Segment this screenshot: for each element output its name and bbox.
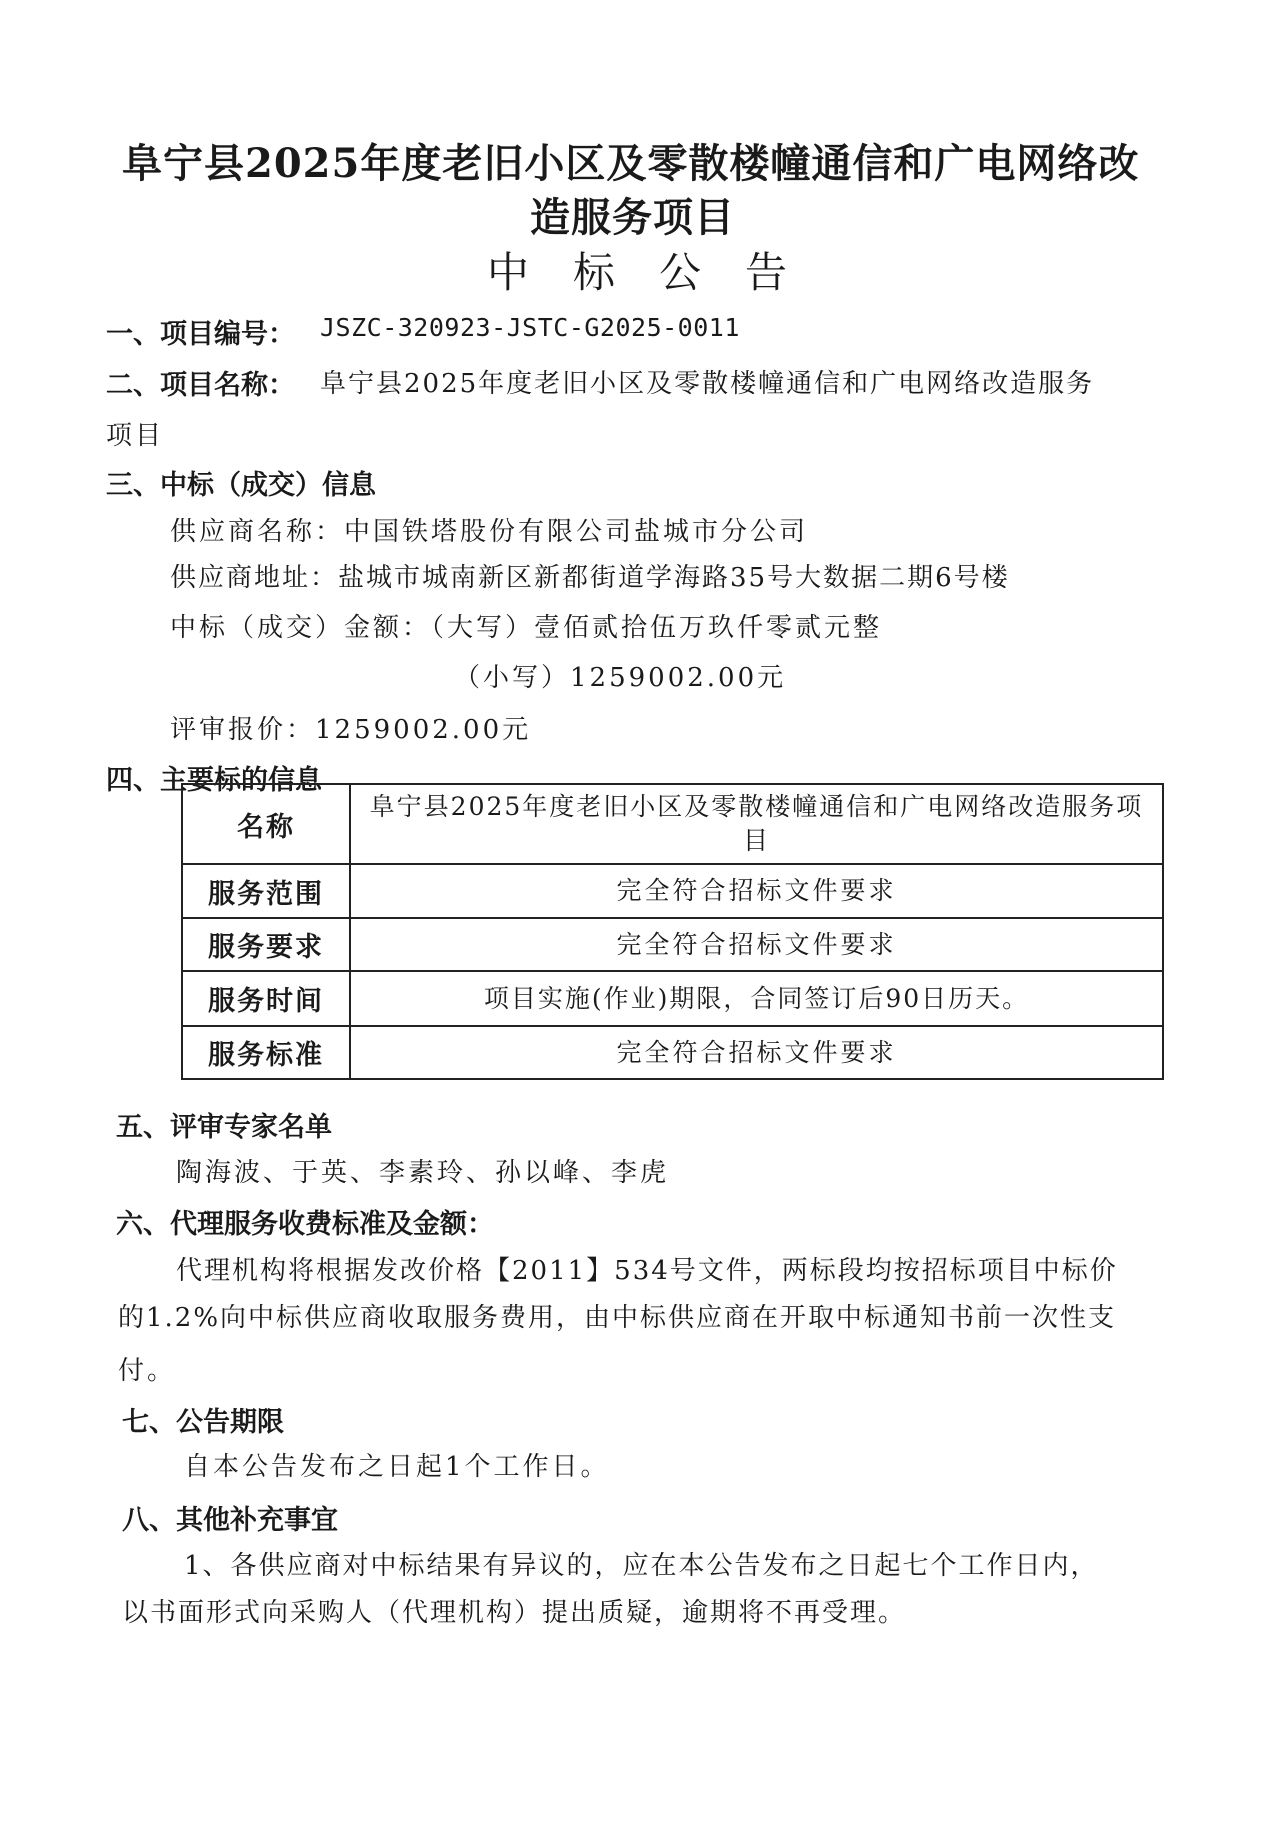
notice-title: 中标公告 xyxy=(487,248,832,297)
table-value-service-standard: 完全符合招标文件要求 xyxy=(350,1026,1163,1079)
review-price: 评审报价：1259002.00元 xyxy=(170,715,532,745)
table-label-name: 名称 xyxy=(182,784,350,864)
agency-fee-line1: 代理机构将根据发改价格【2011】534号文件，两标段均按招标项目中标价 xyxy=(176,1256,1118,1286)
table-value-name: 阜宁县2025年度老旧小区及零散楼幢通信和广电网络改造服务项目 xyxy=(350,784,1163,864)
notice-period-heading: 七、公告期限 xyxy=(122,1407,284,1438)
other-matters-line2: 以书面形式向采购人（代理机构）提出质疑，逾期将不再受理。 xyxy=(122,1598,907,1628)
supplier-address: 供应商地址：盐城市城南新区新都街道学海路35号大数据二期6号楼 xyxy=(170,563,1010,593)
award-info-heading: 三、中标（成交）信息 xyxy=(106,470,376,501)
notice-period-value: 自本公告发布之日起1个工作日。 xyxy=(184,1452,610,1482)
other-matters-heading: 八、其他补充事宜 xyxy=(122,1505,338,1536)
expert-list-value: 陶海波、于英、李素玲、孙以峰、李虎 xyxy=(176,1158,670,1188)
project-name-value-line2: 项目 xyxy=(106,421,165,451)
table-value-service-time: 项目实施(作业)期限，合同签订后90日历天。 xyxy=(350,971,1163,1026)
table-label-service-requirement: 服务要求 xyxy=(182,918,350,971)
subject-info-table xyxy=(181,783,1164,1080)
table-row xyxy=(182,971,1163,1026)
expert-list-heading: 五、评审专家名单 xyxy=(116,1112,332,1143)
table-row xyxy=(182,784,1163,864)
table-value-service-scope: 完全符合招标文件要求 xyxy=(350,864,1163,918)
agency-fee-line2: 的1.2%向中标供应商收取服务费用，由中标供应商在开取中标通知书前一次性支 xyxy=(118,1303,1117,1333)
agency-fee-heading: 六、代理服务收费标准及金额： xyxy=(116,1209,494,1240)
other-matters-line1: 1、各供应商对中标结果有异议的，应在本公告发布之日起七个工作日内， xyxy=(184,1551,1099,1581)
main-subject-heading: 四、主要标的信息 xyxy=(106,765,322,796)
table-value-service-requirement: 完全符合招标文件要求 xyxy=(350,918,1163,971)
document-title-line2: 造服务项目 xyxy=(530,194,735,241)
table-label-service-time: 服务时间 xyxy=(182,971,350,1026)
project-name-heading: 二、项目名称： xyxy=(106,370,295,401)
document-title-line1: 阜宁县2025年度老旧小区及零散楼幢通信和广电网络改 xyxy=(122,140,1140,187)
table-row xyxy=(182,918,1163,971)
table-label-service-scope: 服务范围 xyxy=(182,864,350,918)
agency-fee-line3: 付。 xyxy=(118,1356,177,1386)
project-number-heading: 一、项目编号： xyxy=(106,319,295,350)
award-amount-lower: （小写）1259002.00元 xyxy=(454,663,787,693)
award-amount-upper: 中标（成交）金额：（大写）壹佰贰拾伍万玖仟零贰元整 xyxy=(170,613,883,643)
supplier-name: 供应商名称：中国铁塔股份有限公司盐城市分公司 xyxy=(170,517,809,547)
table-row xyxy=(182,864,1163,918)
table-row xyxy=(182,1026,1163,1079)
project-number-value: JSZC-320923-JSTC-G2025-0011 xyxy=(320,313,740,342)
table-label-service-standard: 服务标准 xyxy=(182,1026,350,1079)
project-name-value-line1: 阜宁县2025年度老旧小区及零散楼幢通信和广电网络改造服务 xyxy=(320,369,1095,399)
